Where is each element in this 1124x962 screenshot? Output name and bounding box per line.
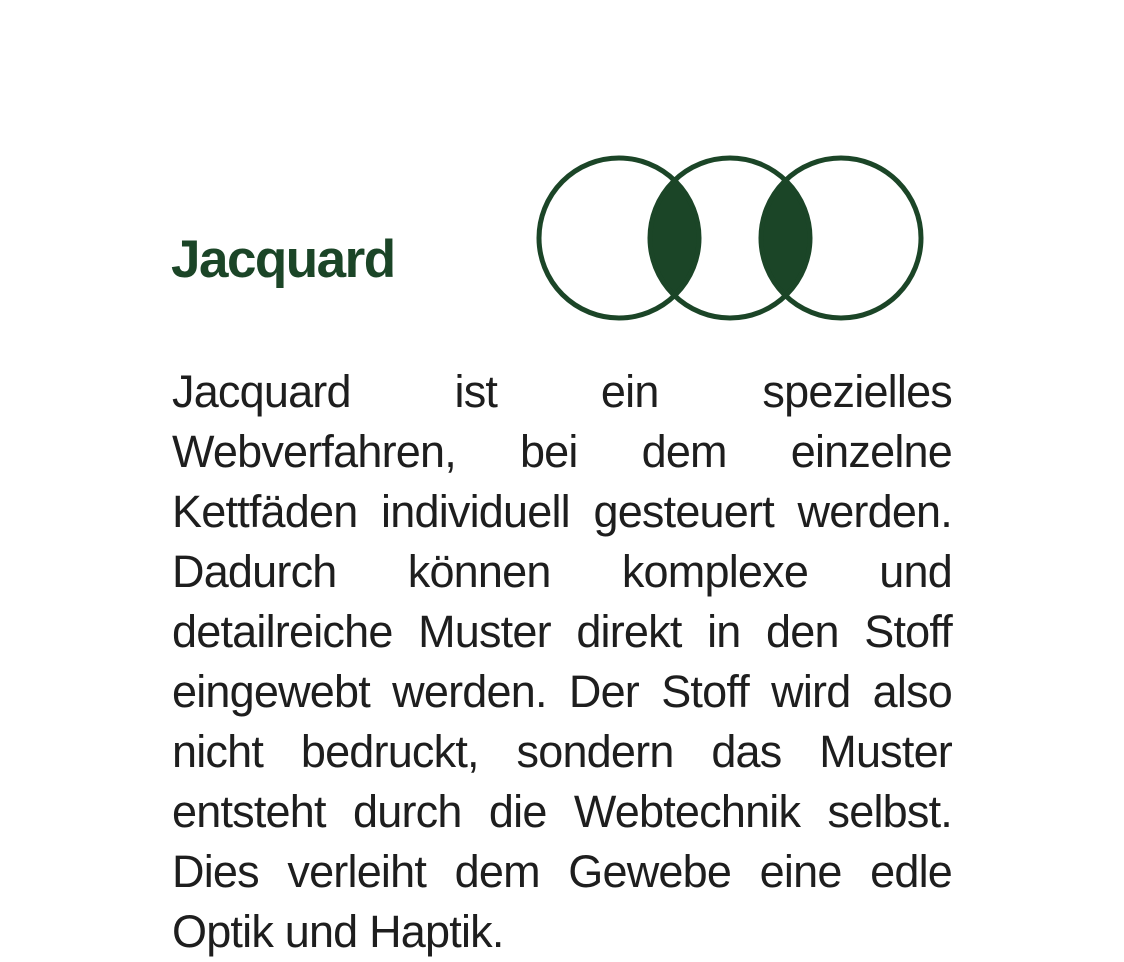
three-rings-icon — [534, 154, 926, 324]
description-paragraph: Jacquard ist ein spezielles Webverfahren, bei dem einzelne Kettfäden individuell gesteuert werden. Dadurch können komplexe und detailreiche Muster direkt in den Stoff eingewebt werden. Der Stoff wird also nicht bedruckt, sondern das Muster entsteht durch die Webtechnik selbst. Dies verleiht dem Gewebe eine edle Optik und Haptik. — [172, 366, 952, 957]
ring-overlap-left — [649, 180, 699, 297]
ring-overlap-right — [760, 180, 810, 297]
page-title: Jacquard — [171, 230, 395, 289]
